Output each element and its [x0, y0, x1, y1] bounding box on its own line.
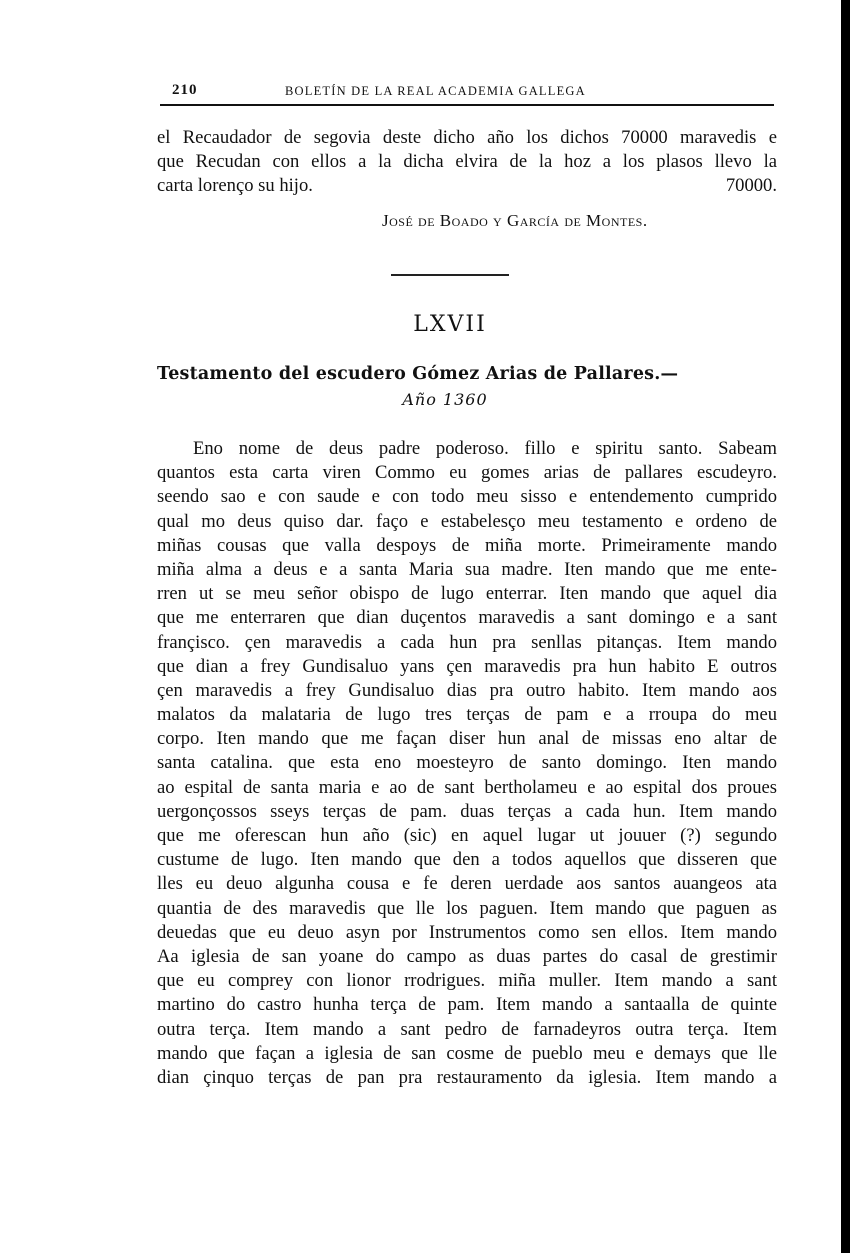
text-line: mando que façan a iglesia de san cosme de pueblo meu e demays que lle	[157, 1042, 777, 1064]
text-line: custume de lugo. Iten mando que den a todos aquellos que disseren que	[157, 849, 777, 871]
author-signature: José de Boado y García de Montes.	[382, 211, 648, 230]
document-title: Testamento del escudero Gómez Arias de Pallares.—	[157, 364, 679, 384]
text-line: el Recaudador de segovia deste dicho año los dichos 70000 maravedis e	[157, 127, 777, 148]
text-line: Aa iglesia de san yoane do campo as duas partes do casal de grestimir	[157, 945, 777, 967]
text-line: çen maravedis a frey Gundisaluo dias pra outro habito. Item mando aos	[157, 679, 777, 701]
text-line: ao espital de santa maria e ao de sant bertholameu e ao espital dos proues	[157, 776, 777, 798]
text-line: uergonçossos sseys terças de pam. duas terças a cada hun. Item mando	[157, 800, 777, 822]
amount: 70000.	[725, 175, 777, 197]
main-text	[157, 437, 777, 1090]
text-line: seendo sao e con saude e con todo meu sisso e entendemento cumprido	[157, 486, 777, 508]
text-line: que eu comprey con lionor rrodrigues. miña muller. Item mando a sant	[157, 970, 777, 992]
text-line: qual mo deus quiso dar. faço e estabelesço meu testamento e ordeno de	[157, 510, 777, 532]
text-line: Eno nome de deus padre poderoso. fillo e spiritu santo. Sabeam	[193, 438, 777, 459]
text-line: martino do castro hunha terça de pam. Item mando a santaalla de quinte	[157, 994, 777, 1016]
text-line: carta lorenço su hijo.	[157, 175, 313, 197]
text-line: outra terça. Item mando a sant pedro de farnadeyros outra terça. Item	[157, 1018, 777, 1040]
scan-edge-shadow	[841, 0, 850, 1253]
text-line: dian çinquo terças de pan pra restauramento da iglesia. Item mando a	[157, 1066, 777, 1088]
text-line-with-amount	[157, 174, 777, 198]
text-line: corpo. Iten mando que me façan diser hun anal de missas eno altar de	[157, 728, 777, 750]
text-line: malatos da malataria de lugo tres terças de pam e a rroupa do meu	[157, 704, 777, 726]
text-line: deuedas que eu deuo asyn por Instrumentos como sen ellos. Item mando	[157, 921, 777, 943]
text-line: que Recudan con ellos a la dicha elvira de la hoz a los plasos llevo la	[157, 151, 777, 173]
section-numeral: LXVII	[413, 312, 487, 337]
text-line: lles eu deuo algunha cousa e fe deren uerdade aos santos auangeos ata	[157, 873, 777, 895]
text-line: santa catalina. que esta eno moesteyro de santo domingo. Iten mando	[157, 752, 777, 774]
previous-document-text	[157, 126, 777, 199]
text-line: miñas cousas que valla despoys de miña morte. Primeiramente mando	[157, 534, 777, 556]
text-line: miña alma a deus e a santa Maria sua madre. Iten mando que me ente-	[157, 558, 777, 580]
text-line: que dian a frey Gundisaluo yans çen maravedis pra hun habito E outros	[157, 655, 777, 677]
document-year: Año 1360	[402, 390, 488, 409]
page-number: 210	[172, 82, 198, 98]
text-line: quantos esta carta viren Commo eu gomes arias de pallares escudeyro.	[157, 462, 777, 484]
section-separator-rule	[391, 274, 509, 276]
text-line: que me oferescan hun año (sic) en aquel lugar ut jouuer (?) segundo	[157, 825, 777, 846]
running-head	[160, 80, 774, 104]
text-line: françisco. çen maravedis a cada hun pra senllas pitanças. Item mando	[157, 631, 777, 653]
text-line: que me enterraren que dian duçentos maravedis a sant domingo e a sant	[157, 607, 777, 629]
header-rule	[160, 104, 774, 106]
text-line: quantia de des maravedis que lle los paguen. Item mando que paguen as	[157, 897, 777, 919]
text-line: rren ut se meu señor obispo de lugo enterrar. Iten mando que aquel dia	[157, 583, 777, 605]
journal-title: BOLETÍN DE LA REAL ACADEMIA GALLEGA	[285, 84, 586, 98]
